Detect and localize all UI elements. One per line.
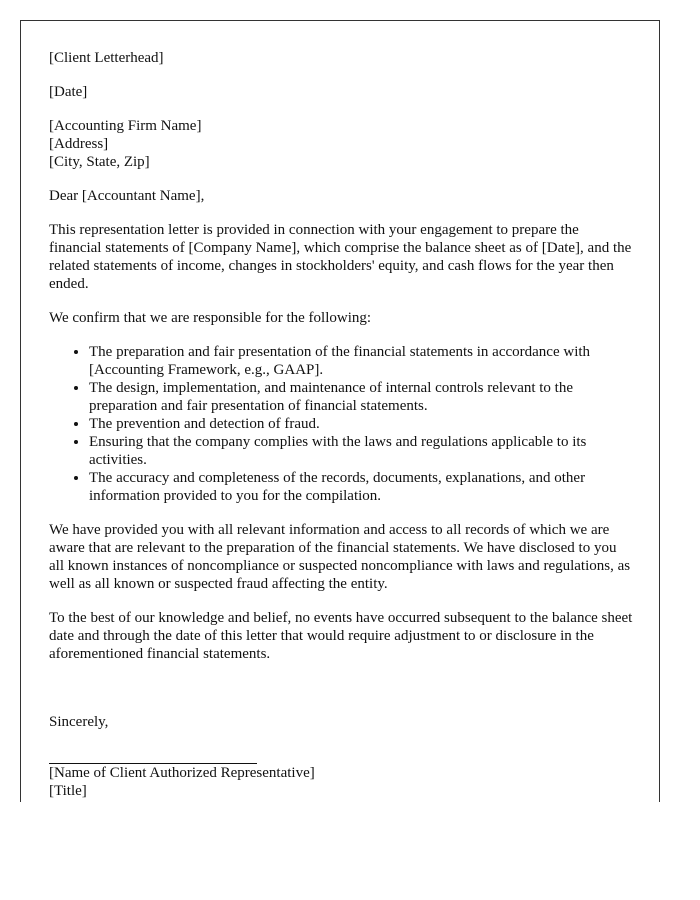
list-item: • The design, implementation, and maintenance of internal controls relevant to the preparation and fair presentation of financial statements. — [89, 379, 634, 415]
signatory-title: [Title] — [49, 783, 87, 799]
recipient-street: [Address] — [49, 136, 109, 152]
recipient-firm: [Accounting Firm Name] — [49, 118, 202, 134]
letter-page — [20, 20, 660, 802]
confirm-lead: We confirm that we are responsible for the following: — [49, 310, 372, 326]
spacer — [49, 679, 634, 713]
intro-paragraph: This representation letter is provided in connection with your engagement to prepare the financial statements of [Company Name], which comprise the balance sheet as of [Date], and the related statements of income, changes in stockholders' equity, and cash flows for the year then ended. — [49, 222, 632, 292]
subsequent-events-paragraph: To the best of our knowledge and belief, no events have occurred subsequent to the balance sheet date and through the date of this letter that would require adjustment to or disclosure in the aforementioned financial statements. — [49, 610, 633, 662]
signatory-name: [Name of Client Authorized Representative] — [49, 765, 315, 781]
list-item: • The prevention and detection of fraud. — [89, 415, 634, 433]
letter-date: [Date] — [49, 84, 88, 100]
list-item: • The accuracy and completeness of the records, documents, explanations, and other information provided to you for the compilation. — [89, 469, 634, 505]
recipient-address — [49, 117, 634, 171]
list-item: • Ensuring that the company complies with the laws and regulations applicable to its activities. — [89, 433, 634, 469]
recipient-city: [City, State, Zip] — [49, 154, 150, 170]
letterhead: [Client Letterhead] — [49, 50, 164, 66]
closing: Sincerely, — [49, 714, 109, 730]
salutation: Dear [Accountant Name], — [49, 188, 205, 204]
list-item: • The preparation and fair presentation of the financial statements in accordance with [Accounting Framework, e.g., GAAP]. — [89, 343, 634, 379]
disclosure-paragraph: We have provided you with all relevant information and access to all records of which we are aware that are relevant to the preparation of the financial statements. We have disclosed to you all known instances of noncompliance or suspected noncompliance with laws and regulations, as well as all known or suspected fraud affecting the entity. — [49, 522, 631, 592]
letter-body — [49, 49, 634, 800]
responsibilities-list — [49, 343, 634, 505]
